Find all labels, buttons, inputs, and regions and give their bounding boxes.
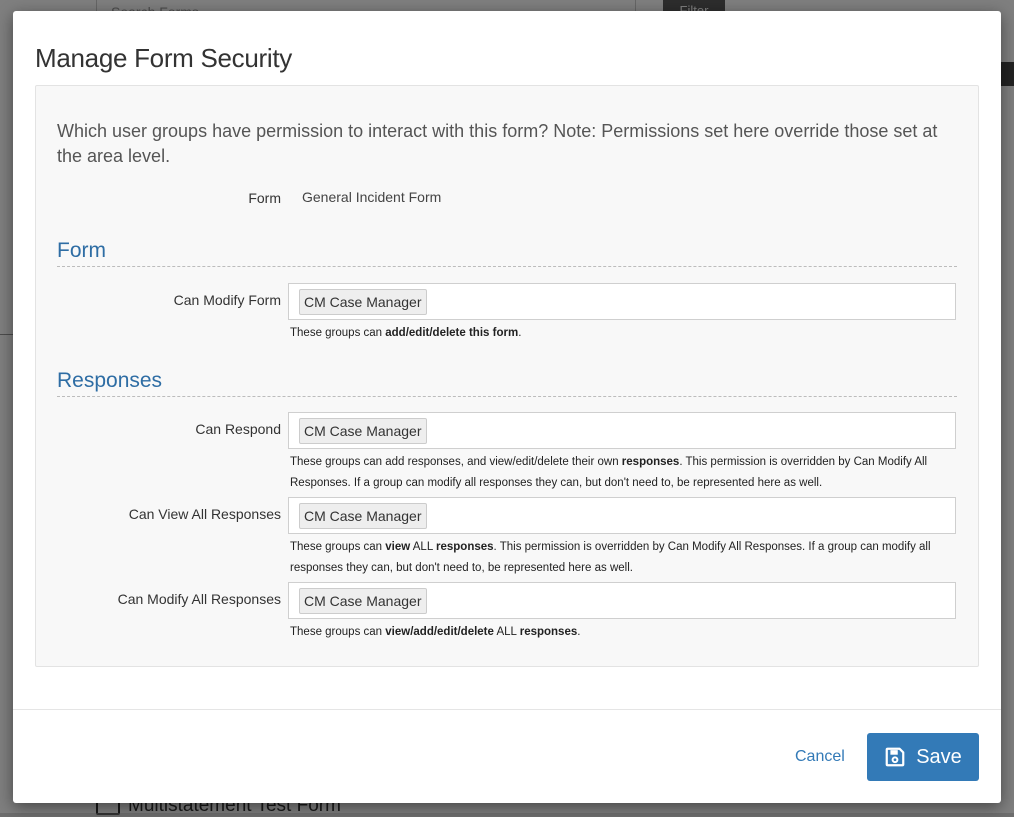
help-text: . This permission is overridden by Can Modify All Responses. If a group can modify all responses they can, but don't need to, be represented here as well. — [290, 541, 931, 574]
help-text: ALL — [493, 626, 520, 638]
form-name-value: General Incident Form — [302, 189, 442, 205]
can-view-all-help — [290, 537, 958, 579]
form-name-label: Form — [248, 190, 281, 206]
can-view-all-input[interactable] — [288, 497, 956, 534]
help-text: . — [518, 327, 522, 339]
can-modify-form-help — [290, 323, 958, 344]
footer-divider — [13, 709, 1001, 710]
can-respond-input[interactable] — [288, 412, 956, 449]
can-respond-label: Can Respond — [195, 421, 281, 437]
modal-body-panel — [35, 85, 979, 667]
help-text-bold: responses — [519, 626, 578, 638]
help-text: ALL — [410, 541, 436, 553]
help-text-bold: view/add/edit/delete — [385, 626, 494, 638]
help-text-bold: view — [385, 541, 411, 553]
group-tag[interactable]: CM Case Manager — [299, 503, 427, 529]
can-modify-all-label: Can Modify All Responses — [117, 591, 281, 607]
help-text: . This permission is overridden by Can Modify All Responses. If a group can modify all responses they can, but don't need to, be represented here as well. — [290, 456, 928, 489]
manage-form-security-modal — [13, 11, 1001, 803]
can-modify-all-input[interactable] — [288, 582, 956, 619]
intro-text: Which user groups have permission to interact with this form? Note: Permissions set here override those set at the area level. — [57, 121, 938, 166]
can-view-all-label: Can View All Responses — [128, 506, 281, 522]
can-modify-all-help — [290, 622, 958, 643]
can-modify-form-label: Can Modify Form — [173, 292, 281, 308]
help-text: . — [577, 626, 581, 638]
cancel-button[interactable]: Cancel — [795, 748, 845, 765]
help-text-bold: add/edit/delete this form — [385, 327, 519, 339]
save-button-label: Save — [916, 745, 962, 768]
group-tag[interactable]: CM Case Manager — [299, 289, 427, 315]
save-button[interactable] — [867, 733, 979, 781]
can-respond-help — [290, 452, 958, 494]
group-tag[interactable]: CM Case Manager — [299, 588, 427, 614]
floppy-disk-icon — [884, 746, 906, 768]
help-text: These groups can add responses, and view/edit/delete their own — [290, 456, 622, 468]
help-text-bold: responses — [436, 541, 494, 553]
help-text: These groups can — [290, 626, 386, 638]
section-heading-responses: Responses — [57, 369, 957, 397]
group-tag[interactable]: CM Case Manager — [299, 418, 427, 444]
can-modify-form-input[interactable] — [288, 283, 956, 320]
help-text-bold: responses — [621, 456, 680, 468]
help-text: These groups can — [290, 541, 386, 553]
help-text: These groups can — [290, 327, 386, 339]
section-heading-form: Form — [57, 239, 957, 267]
modal-title: Manage Form Security — [35, 43, 292, 73]
